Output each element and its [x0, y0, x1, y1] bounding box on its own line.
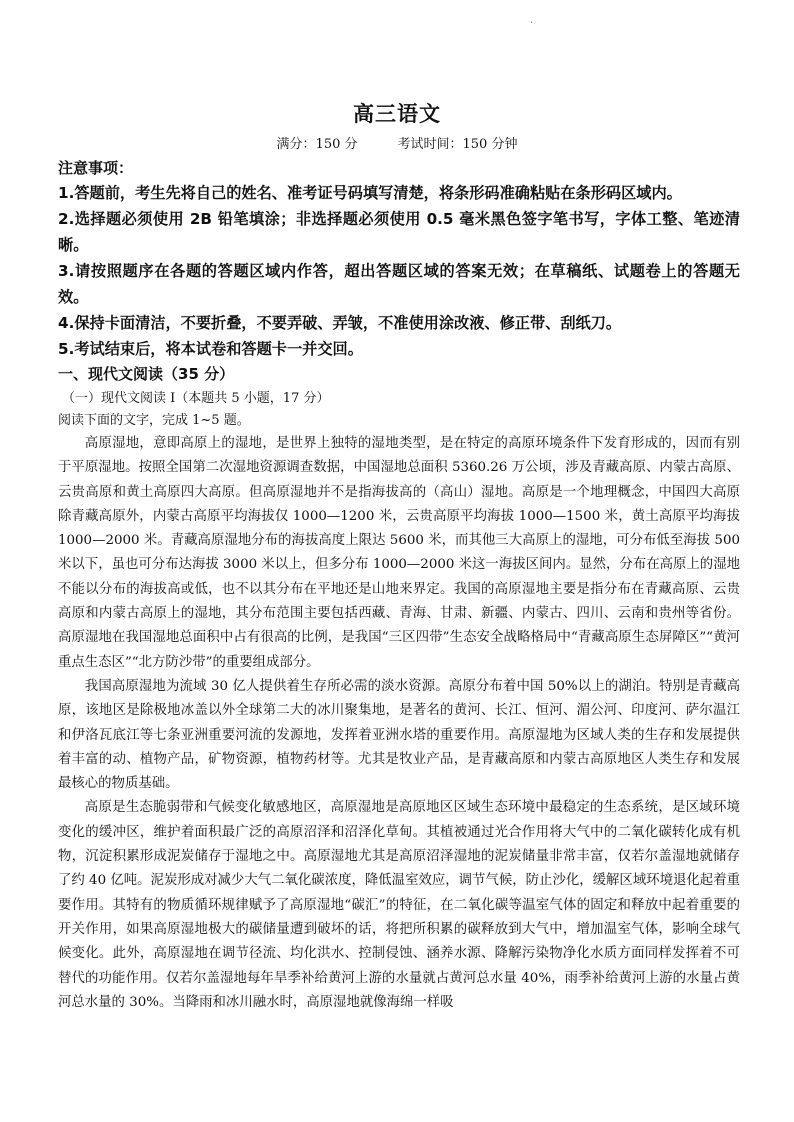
exam-time: 考试时间：150 分钟	[397, 137, 518, 152]
notice-item: 1.答题前，考生先将自己的姓名、准考证号码填写清楚，将条形码准确粘贴在条形码区域内。	[58, 184, 682, 202]
scan-mark: ·	[530, 18, 534, 29]
notice-heading: 注意事项：	[58, 159, 134, 177]
section-heading: 一、现代文阅读（35 分）	[58, 365, 235, 383]
full-score: 满分：150 分	[276, 137, 358, 152]
passage-paragraph: 高原是生态脆弱带和气候变化敏感地区，高原湿地是高原地区区域生态环境中最稳定的生态系统，是区域环境变化的缓冲区，维护着面积最广泛的高原沼泽和沼泽化草甸。其植被通过光合作用将大气中的二氧化碳转化成有机物，沉淀积累形成泥炭储存于湿地之中。高原湿地尤其是高原沼泽湿地的泥炭储量非常丰富，仅若尔盖湿地就储存了约 40 亿吨。泥炭形成对减少大气二氧化碳浓度，降低温室效应，调节气候，防止沙化，缓解区域环境退化起着重要作用。其特有的物质循环规律赋予了高原湿地“碳汇”的特征，在二氧化碳等温室气体的固定和释放中起着重要的开关作用，如果高原湿地极大的碳储量遭到破坏的话，将把所积累的碳释放到大气中，增加温室气体，影响全球气候变化。此外，高原湿地在调节径流、均化洪水、控制侵蚀、涵养水源、降解污染物净化水质方面同样发挥着不可替代的功能作用。仅若尔盖湿地每年旱季补给黄河上游的水量就占黄河总水量 40%，雨季补给黄河上游的水量占黄河总水量的 30%。当降雨和冰川融水时，高原湿地就像海绵一样吸	[58, 800, 740, 1010]
exam-info	[0, 133, 794, 152]
page-title: 高三语文	[353, 101, 441, 126]
main-content	[58, 156, 740, 1015]
reading-instruction: 阅读下面的文字，完成 1~5 题。	[58, 413, 250, 428]
passage-paragraph: 我国高原湿地为流域 30 亿人提供着生存所必需的淡水资源。高原分布着中国 50%以上的湖泊。特别是青藏高原，该地区是除极地冰盖以外全球第二大的冰川聚集地，是著名的黄河、长江、恒河、湄公河、印度河、萨尔温江和伊洛瓦底江等七条亚洲重要河流的发源地，发挥着亚洲水塔的重要作用。高原湿地为区域人类的生存和发展提供着丰富的动、植物产品，矿物资源，植物药材等。尤其是牧业产品，是青藏高原和内蒙古高原地区人类生存和发展最核心的物质基础。	[58, 678, 740, 792]
notice-item: 3.请按照题序在各题的答题区域内作答，超出答题区域的答案无效；在草稿纸、试题卷上的答题无效。	[58, 262, 740, 306]
notice-item: 5.考试结束后，将本试卷和答题卡一并交回。	[58, 340, 363, 358]
section-subheading: （一）现代文阅读 I（本题共 5 小题，17 分）	[62, 391, 330, 406]
notice-item: 4.保持卡面清洁，不要折叠，不要弄破、弄皱，不准使用涂改液、修正带、刮纸刀。	[58, 314, 622, 332]
passage-paragraph: 高原湿地，意即高原上的湿地，是世界上独特的湿地类型，是在特定的高原环境条件下发育形成的，因而有别于平原湿地。按照全国第二次湿地资源调查数据，中国湿地总面积 5360.26 万公顷，涉及青藏高原、内蒙古高原、云贵高原和黄土高原四大高原。但高原湿地并不是指海拔高的（高山）湿地。高原是一个地理概念，中国四大高原除青藏高原外，内蒙古高原平均海拔仅 1000—1200 米，云贵高原平均海拔 1000—1500 米，黄土高原平均海拔 1000—2000 米。青藏高原湿地分布的海拔高度上限达 5600 米，而其他三大高原上的湿地，可分布低至海拔 500 米以下，虽也可分布达海拔 3000 米以上，但多分布 1000—2000 米这一海拔区间内。显然，分布在高原上的湿地不能以分布的海拔高或低，也不以其分布在平地还是山地来界定。我国的高原湿地主要是指分布在青藏高原、云贵高原和内蒙古高原上的湿地，其分布范围主要包括西藏、青海、甘肃、新疆、内蒙古、四川、云南和贵州等省份。高原湿地在我国湿地总面积中占有很高的比例，是我国“三区四带”生态安全战略格局中“青藏高原生态屏障区”“黄河重点生态区”“北方防沙带”的重要组成部分。	[58, 436, 740, 670]
notice-item: 2.选择题必须使用 2B 铅笔填涂；非选择题必须使用 0.5 毫米黑色签字笔书写，字体工整、笔迹清晰。	[58, 210, 740, 254]
